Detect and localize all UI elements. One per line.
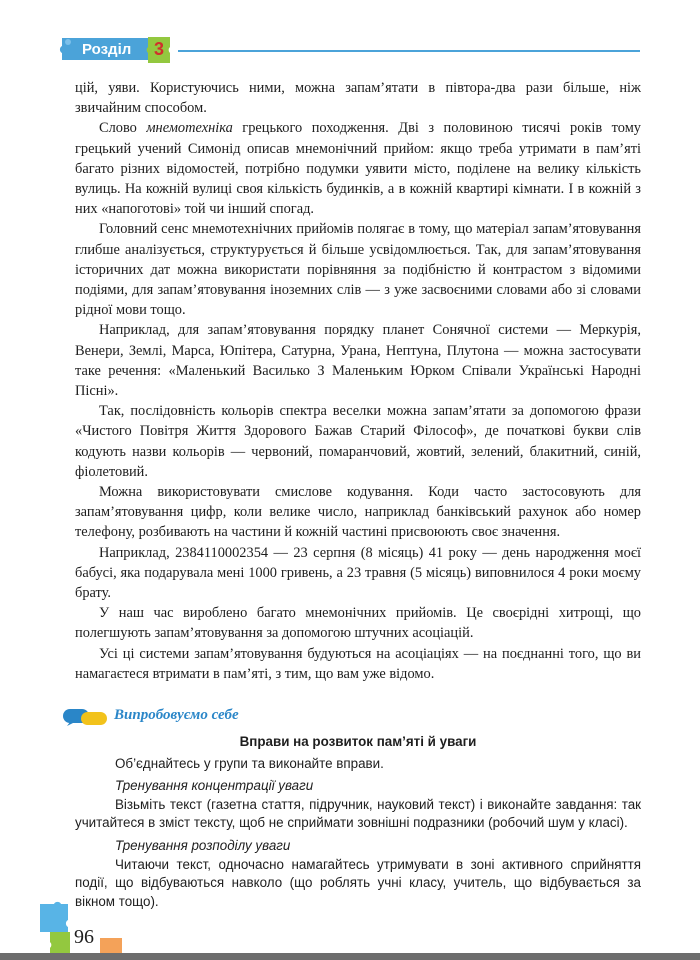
bottom-bar	[0, 953, 700, 960]
body-paragraph	[75, 78, 641, 118]
paragraph-text: Головний сенс мнемотехнічних прийомів полягає в тому, що матеріал запам’ятовування глибше аналізується, структурується й більше усвідомлюється. Так, для запам’ятовування історичних дат можна використати порівняння за подібністю й контрастом з відомими подіями, для запам’ятовування іноземних слів — з уже засвоєними словами або зі словами рідної мови тощо.	[75, 221, 641, 319]
exercise-title: Вправи на розвиток пам’яті й уваги	[239, 734, 477, 749]
paragraph-text: Слово	[99, 120, 147, 137]
body-paragraph	[75, 482, 641, 543]
section-label: Розділ	[82, 41, 132, 58]
exercise-item-title: Тренування концентрації уваги	[115, 778, 314, 794]
exercise-heading	[60, 703, 660, 731]
body-paragraph	[75, 320, 641, 401]
section-number: 3	[153, 39, 164, 59]
header-rule	[178, 50, 640, 52]
paragraph-text: Так, послідовність кольорів спектра веселки можна запам’ятати за допомогою фрази «Чистого Повітря Життя Здорового Бажав Старий Філософ», де початкові букви слів кодують назви кольорів — червоний, помаранчовий, жовтий, зелений, блакитний, синій, фіолетовий.	[75, 403, 641, 480]
paragraph-text: У наш час вироблено багато мнемонічних прийомів. Це своєрідні хитрощі, що полегшують запам’ятовування за допомогою штучних асоціацій.	[75, 605, 641, 642]
paragraph-text: Можна використовувати смислове кодування. Коди часто застосовують для запам’ятовування цифр, коли велике число, наприклад банківський рахунок або номер телефону, розбивають на частини й кожній частині присвоюють своє значення.	[75, 484, 641, 541]
body-paragraph	[75, 118, 641, 219]
exercise-heading-text: Випробовуємо себе	[114, 707, 239, 723]
paragraph-text: Усі ці системи запам’ятовування будуються на асоціаціях — на поєднанні того, що ви намагаєтеся втримати в пам’яті, з тим, що вам уже відомо.	[75, 645, 641, 682]
body-paragraph	[75, 644, 641, 684]
body-paragraph	[75, 401, 641, 482]
exercise-item-text: Читаючи текст, одночасно намагайтесь утримувати в зоні активного сприйняття події, що відбуваються навколо (що роблять учні класу, учитель, що відбувається за вікном тощо).	[75, 856, 641, 909]
paragraph-text: Наприклад, для запам’ятовування порядку планет Сонячної системи — Меркурія, Венери, Землі, Марса, Юпітера, Сатурна, Урана, Нептуна, Плутона — можна застосувати таке речення: «Маленький Василько З Маленьким Юрком Співали Українські Народні Пісні».	[75, 322, 641, 400]
body-paragraph	[75, 219, 641, 320]
body-paragraph	[75, 603, 641, 643]
section-header	[0, 34, 700, 68]
exercise-item-text: Візьміть текст (газетна стаття, підручник, науковий текст) і виконайте завдання: так учитайтеся в зміст тексту, щоб не сприймати зовнішні подразники (робочий шум у класі).	[75, 796, 641, 831]
paragraph-text: цій, уяви. Користуючись ними, можна запам’ятати в півтора-два рази більше, ніж звичайним способом.	[75, 80, 641, 117]
paragraph-text: Наприклад, 2384110002354 — 23 серпня (8 місяць) 41 року — день народження моєї бабусі, яка подарувала мені 1000 гривень, а 23 травня (5 місяць) виповнилося 4 роки моєму брату.	[75, 544, 641, 602]
exercise-intro: Об’єднайтесь у групи та виконайте вправи.	[115, 755, 384, 771]
emphasized-term: мнемотехніка	[146, 120, 233, 137]
page-number: 96	[74, 926, 94, 948]
body-text	[75, 78, 641, 684]
exercise-item-title: Тренування розподілу уваги	[115, 837, 291, 853]
body-paragraph	[75, 543, 641, 604]
exercise-block	[75, 733, 641, 911]
speech-bubbles-icon	[62, 707, 108, 727]
paragraph-text: грецького походження. Дві з половиною тисячі років тому грецький учений Симонід описав мнемонічний прийом: якщо треба утримати в пам’яті багато різних відомостей, потрібно подумки уявити місто, поділене на велику кількість вулиць. На кожній вулиці своя кількість будинків, а в кожній квартирі кімнати. І в кожній з них «напоготові» той чи інший спогад.	[75, 120, 641, 218]
